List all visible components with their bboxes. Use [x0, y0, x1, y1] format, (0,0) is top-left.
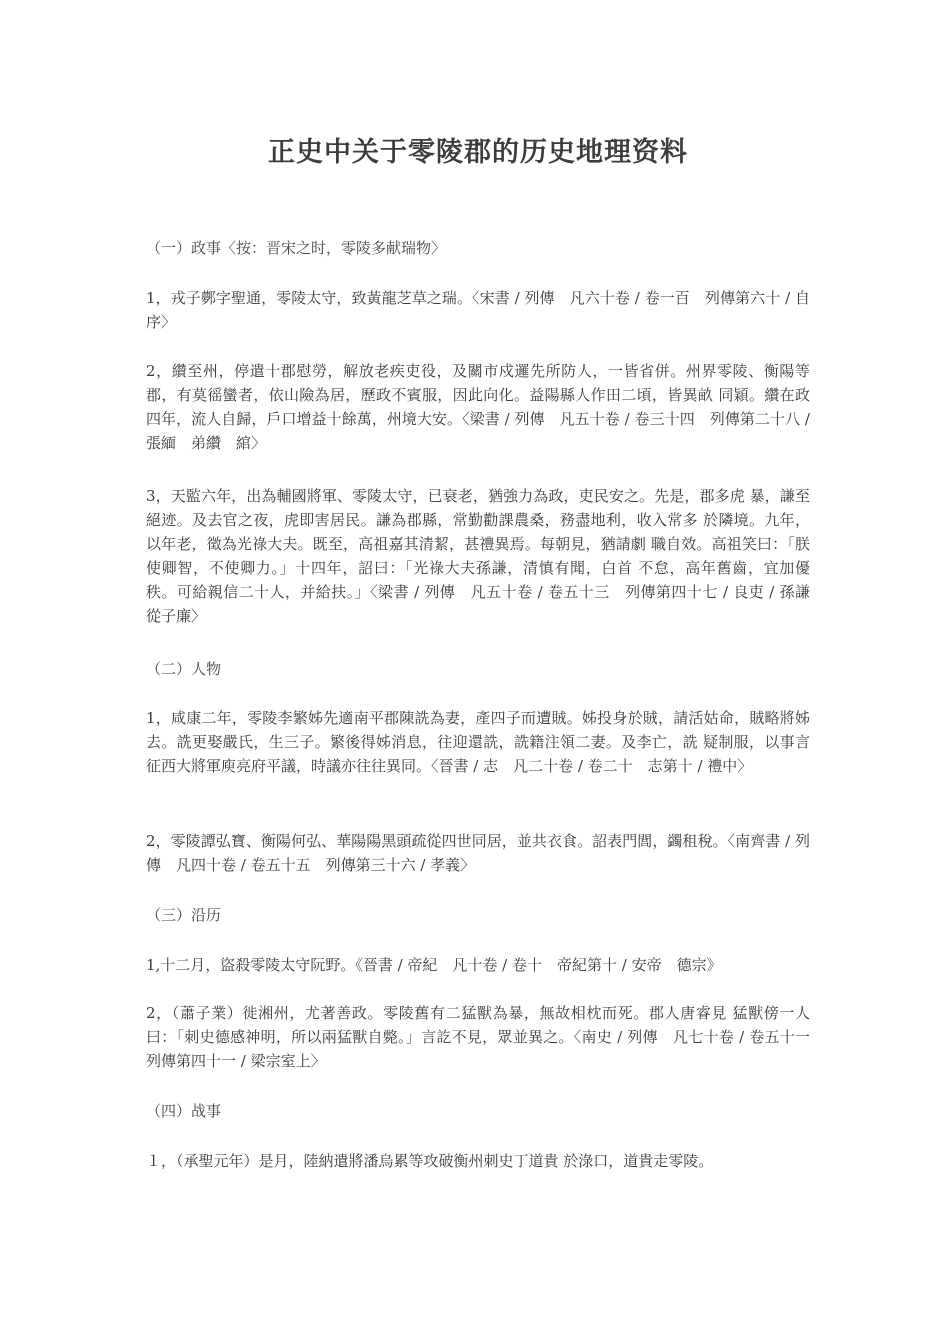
page-title: 正史中关于零陵郡的历史地理资料: [268, 137, 688, 168]
section-heading-governance: （一）政事〈按：晋宋之时，零陵多献瑞物〉: [146, 239, 447, 257]
section-heading-people: （二）人物: [146, 660, 222, 678]
section-heading-warfare: （四）战事: [146, 1102, 222, 1120]
paragraph-governance-3: 3，天監六年，出為輔國將軍、零陵太守，已衰老，猶強力為政，吏民安之。先是，郡多虎 暴，謙至絕迹。及去官之夜，虎即害居民。謙為郡縣，常勤勸課農桑，務盡地利，收入常多 於隣境。九年，以年老，徵為光祿大夫。既至，高祖嘉其清絜，甚禮異焉。每朝見，猶請劇 職自效。高祖笑曰：「朕使卿智，不使卿力。」十四年，詔曰：「光祿大夫孫謙，清慎有聞，白首 不怠，高年舊齒，宜加優秩。可給親信二十人，并給扶。」〈梁書 / 列傳 凡五十卷 / 卷五十三 列傳第四十七 / 良吏 / 孫謙 從子廉〉: [146, 487, 826, 625]
section-heading-history: （三）沿历: [146, 906, 222, 924]
paragraph-warfare-1: １，（承聖元年）是月，陸納遣將潘烏累等攻破衡州刺史丁道貴 於淥口，道貴走零陵。: [146, 1152, 714, 1170]
paragraph-history-1: 1,十二月，盜殺零陵太守阮野。《晉書 / 帝紀 凡十卷 / 卷十 帝紀第十 / 安帝 德宗》: [146, 956, 722, 974]
paragraph-people-2: 2，零陵譚弘寶、衡陽何弘、華陽陽黑頭疏從四世同居，並共衣食。詔表門閭，蠲租稅。〈南齊書 / 列傳 凡四十卷 / 卷五十五 列傳第三十六 / 孝義〉: [146, 832, 810, 874]
paragraph-people-1: 1，咸康二年，零陵李繁姊先適南平郡陳詵為妻，產四子而遭賊。姊投身於賊，請活姑命，賊略將姊去。詵更娶嚴氏，生三子。繁後得姊消息，往迎還詵，詵籍注領二妻。及李亡，詵 疑制服，以事言征西大將軍庾亮府平議，時議亦往往異同。〈晉書 / 志 凡二十卷 / 卷二十 志第十 / 禮中〉: [146, 709, 810, 775]
paragraph-history-2: 2，（蕭子業）徙湘州，尤著善政。零陵舊有二猛獸為暴，無故相枕而死。郡人唐睿見 猛獸傍一人曰：「刺史德感神明，所以兩猛獸自斃。」言訖不見，眾並異之。〈南史 / 列傳 凡七十卷 / 卷五十一 列傳第四十一 / 梁宗室上〉: [146, 1004, 826, 1070]
paragraph-governance-2: 2，纘至州，停遣十郡慰勞，解放老疾吏役，及關市戍邏先所防人，一皆省併。州界零陵、衡陽等郡，有莫徭蠻者，依山險為居，歷政不賓服，因此向化。益陽縣人作田二頃，皆異畝 同穎。纘在政四年，流人自歸，戶口增益十餘萬，州境大安。〈梁書 / 列傳 凡五十卷 / 卷三十四 列傳第二十八 / 張緬 弟纘 綰〉: [146, 362, 810, 452]
paragraph-governance-1: 1，戎子鄸字聖通，零陵太守，致黃龍芝草之瑞。〈宋書 / 列傳 凡六十卷 / 卷一百 列傳第六十 / 自序〉: [146, 289, 810, 331]
